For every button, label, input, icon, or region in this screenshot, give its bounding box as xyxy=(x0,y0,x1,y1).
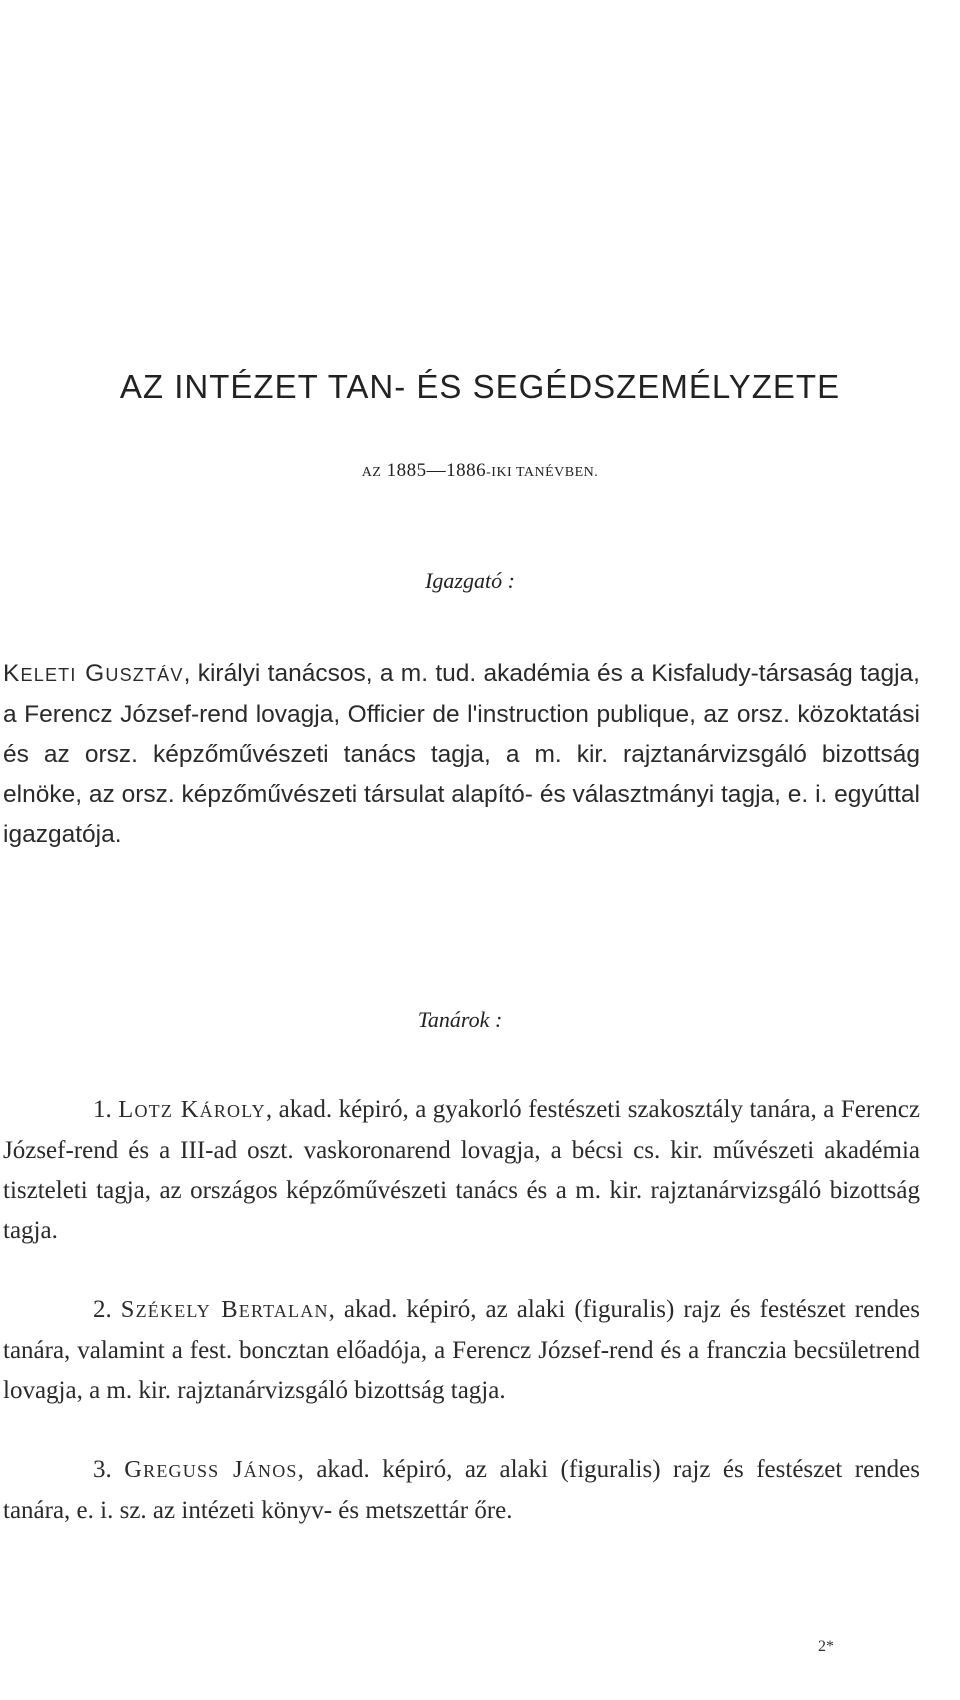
teacher-entry xyxy=(3,1290,920,1411)
teacher-name xyxy=(121,1296,329,1323)
director-paragraph xyxy=(3,654,920,855)
director-description: , királyi tanácsos, a m. tud. akadémia és a Kisfaludy-társaság tagja, a Ferencz József-rend lovagja, Officier de l'instruction publique, az orsz. közoktatási és az orsz. képzőművészeti tanács tagja, a m. kir. rajztanárvizsgáló bizottság elnöke, az orsz. képzőművészeti társulat alapító- és választmányi tagja, e. i. egyúttal igazgatója. xyxy=(3,660,920,848)
name-rest: REGUSS xyxy=(143,1461,220,1481)
name-rest: ZÉKELY xyxy=(135,1301,211,1321)
director-name xyxy=(3,660,184,687)
teacher-name xyxy=(124,1456,297,1483)
teacher-entry xyxy=(3,1450,920,1531)
subtitle-years: 1885—1886 xyxy=(386,460,487,481)
subtitle-suffix: -IKI TANÉVBEN. xyxy=(486,465,599,480)
teacher-description: , akad. képiró, az alaki (figuralis) rajz és festészet rendes tanára, e. i. sz. az intézeti könyv- és metszettár őre. xyxy=(3,1456,920,1524)
name-initial: K xyxy=(180,1096,200,1123)
name-initial: B xyxy=(221,1296,239,1323)
teacher-description: , akad. képiró, az alaki (figuralis) rajz és festészet rendes tanára, valamint a fest. boncztan előadója, a Ferencz József-rend és a franczia becsületrend lovagja, a m. kir. rajztanárvizsgáló bizottság tagja. xyxy=(3,1296,921,1404)
teacher-entry xyxy=(3,1090,920,1251)
teacher-description: , akad. képiró, a gyakorló festészeti szakosztály tanára, a Ferencz József-rend és a III-ad oszt. vaskoronarend lovagja, a bécsi cs. kir. művészeti akadémia tiszteleti tagja, az országos képzőművészeti tanács és a m. kir. rajztanárvizsgáló bizottság tagja. xyxy=(3,1096,920,1244)
name-initial: L xyxy=(118,1096,135,1123)
page-title: AZ INTÉZET TAN- ÉS SEGÉDSZEMÉLYZETE xyxy=(119,368,841,405)
name-initial: G xyxy=(124,1456,144,1483)
name-rest: ÁNOS xyxy=(243,1461,298,1481)
teacher-number: 2. xyxy=(93,1296,112,1323)
name-rest: ELETI xyxy=(20,665,77,685)
name-initial: S xyxy=(120,1296,136,1323)
subtitle-prefix: AZ xyxy=(361,465,382,480)
director-heading: Igazgató : xyxy=(425,568,515,593)
name-rest: OTZ xyxy=(134,1101,174,1121)
name-initial: G xyxy=(85,660,106,687)
name-rest: ERTALAN xyxy=(238,1301,329,1321)
teacher-number: 3. xyxy=(93,1456,112,1483)
name-initial: J xyxy=(233,1456,244,1483)
teacher-name xyxy=(118,1096,266,1123)
teachers-heading: Tanárok : xyxy=(417,1007,503,1032)
name-rest: ÁROLY xyxy=(199,1101,266,1121)
page-subtitle xyxy=(0,460,960,482)
teacher-number: 1. xyxy=(93,1096,112,1123)
name-rest: USZTÁV xyxy=(105,665,184,685)
signature-mark: 2* xyxy=(818,1638,834,1655)
name-initial: K xyxy=(3,660,21,687)
